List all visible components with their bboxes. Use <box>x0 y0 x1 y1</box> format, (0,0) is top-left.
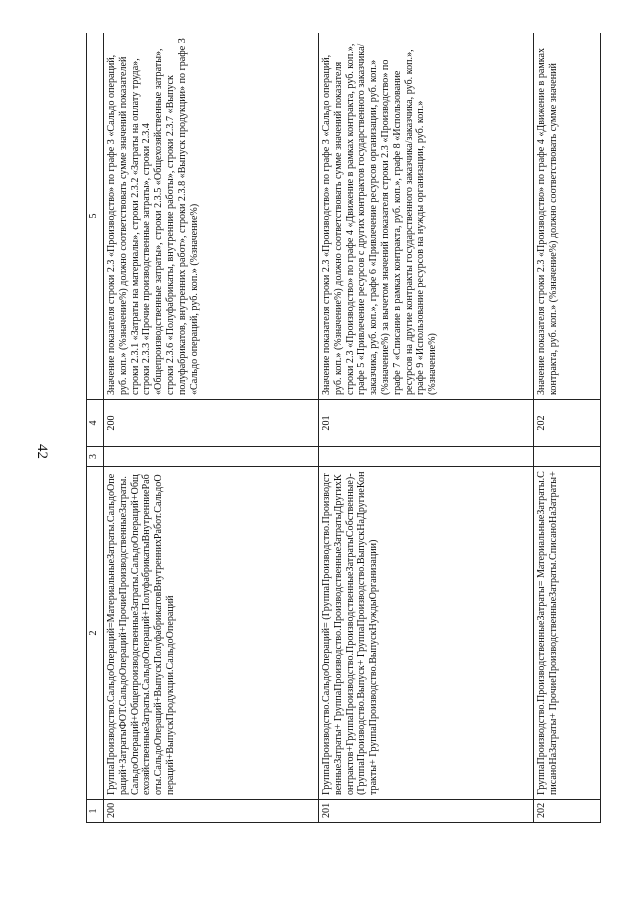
check-code: 202 <box>534 400 601 447</box>
row-number: 201 <box>319 800 534 823</box>
header-cell-1: 1 <box>87 800 104 823</box>
table-row <box>104 33 319 823</box>
header-cell-4: 4 <box>87 400 104 447</box>
formula-cell: ГруппаПроизводство.ПроизводственныеЗатраты= МатериальныеЗатраты.СписаноНаЗатраты+ ПрочиеПроизводственныеЗатраты.СписаноНаЗатраты+ <box>534 467 601 800</box>
table-row <box>319 33 534 823</box>
rotated-page <box>86 33 611 823</box>
header-cell-2: 2 <box>87 467 104 800</box>
row-number: 202 <box>534 800 601 823</box>
header-cell-5: 5 <box>87 33 104 400</box>
row-number: 200 <box>104 800 319 823</box>
description-cell: Значение показателя строки 2.3 «Производство» по графе 3 «Сальдо операций, руб. коп.» (%значение%) должно соответствовать сумме значений показателей строки 2.3.1 «Затраты на материалы», строки 2.3.2 «Затраты на оплату труда», строки 2.3.3 «Прочие производственные затраты», строки 2.3.4 «Общепроизводственные затраты», строки 2.3.5 «Общехозяйственные затраты», строки 2.3.6 «Полуфабрикаты, внутренние работы», строки 2.3.7 «Выпуск полуфабрикатов, внутренних работ», строки 2.3.8 «Выпуск продукции» по графе 3 «Сальдо операций, руб. коп.» (%значение%) <box>104 33 319 400</box>
formula-cell: ГруппаПроизводство.СальдоОпераций=МатериальныеЗатраты.СальдоОпераций+ЗатратыФОТ.СальдоОпераций+ПрочиеПроизводственныеЗатраты.СальдоОпераций+ОбщепроизводственныеЗатраты.СальдоОпераций+ОбщехозяйственныеЗатраты.СальдоОпераций+ПолуфабрикатыВнутренниеРаботы.СальдоОпераций+ВыпускПолуфабрикатовВнутреннихРабот.СальдоОпераций+ВыпускПродукции.СальдоОпераций <box>104 467 319 800</box>
table-container <box>86 33 611 823</box>
description-cell: Значение показателя строки 2.3 «Производство» по графе 4 «Движение в рамках контракта, руб. коп.» (%значение%) должно соответствовать сумме значений <box>534 33 601 400</box>
check-code: 200 <box>104 400 319 447</box>
empty-cell <box>104 447 319 467</box>
header-row <box>87 33 104 823</box>
check-code: 201 <box>319 400 534 447</box>
formula-cell: ГруппаПроизводство.СальдоОпераций= (ГруппаПроизводство.ПроизводственныеЗатраты+ ГруппаПроизводство.ПроизводственныеЗатратыДругихКонтрактов+ГруппаПроизводство.ПроизводственныеЗатратыСобственные)-(ГруппаПроизводство.Выпуск+ ГруппаПроизводство.ВыпускНаДругиеКонтракты+ ГруппаПроизводство.ВыпускНуждыОрганизации) <box>319 467 534 800</box>
rules-table <box>86 33 601 823</box>
page-number: 42 <box>34 444 50 459</box>
header-cell-3: 3 <box>87 447 104 467</box>
empty-cell <box>534 447 601 467</box>
table-row <box>534 33 601 823</box>
description-cell: Значение показателя строки 2.3 «Производство» по графе 3 «Сальдо операций, руб. коп.» (%значение%) должно соответствовать сумме значений показателя строки 2.3 «Производство» по графе 4 «Движение в рамках контракта, руб. коп.», графе 5 «Привлечение ресурсов с других контрактов государственного заказчика/заказчика, руб. коп.», графе 6 «Привлечение ресурсов организации, руб. коп.» (%значение%) за вычетом значений показателя строки 2.3 «Производство» по графе 7 «Списание в рамках контракта, руб. коп.», графе 8 «Использование ресурсов на другие контракты государственного заказчика/заказчика, руб. коп.», графе 9 «Использование ресурсов на нужды организации, руб. коп.» (%значение%) <box>319 33 534 400</box>
empty-cell <box>319 447 534 467</box>
